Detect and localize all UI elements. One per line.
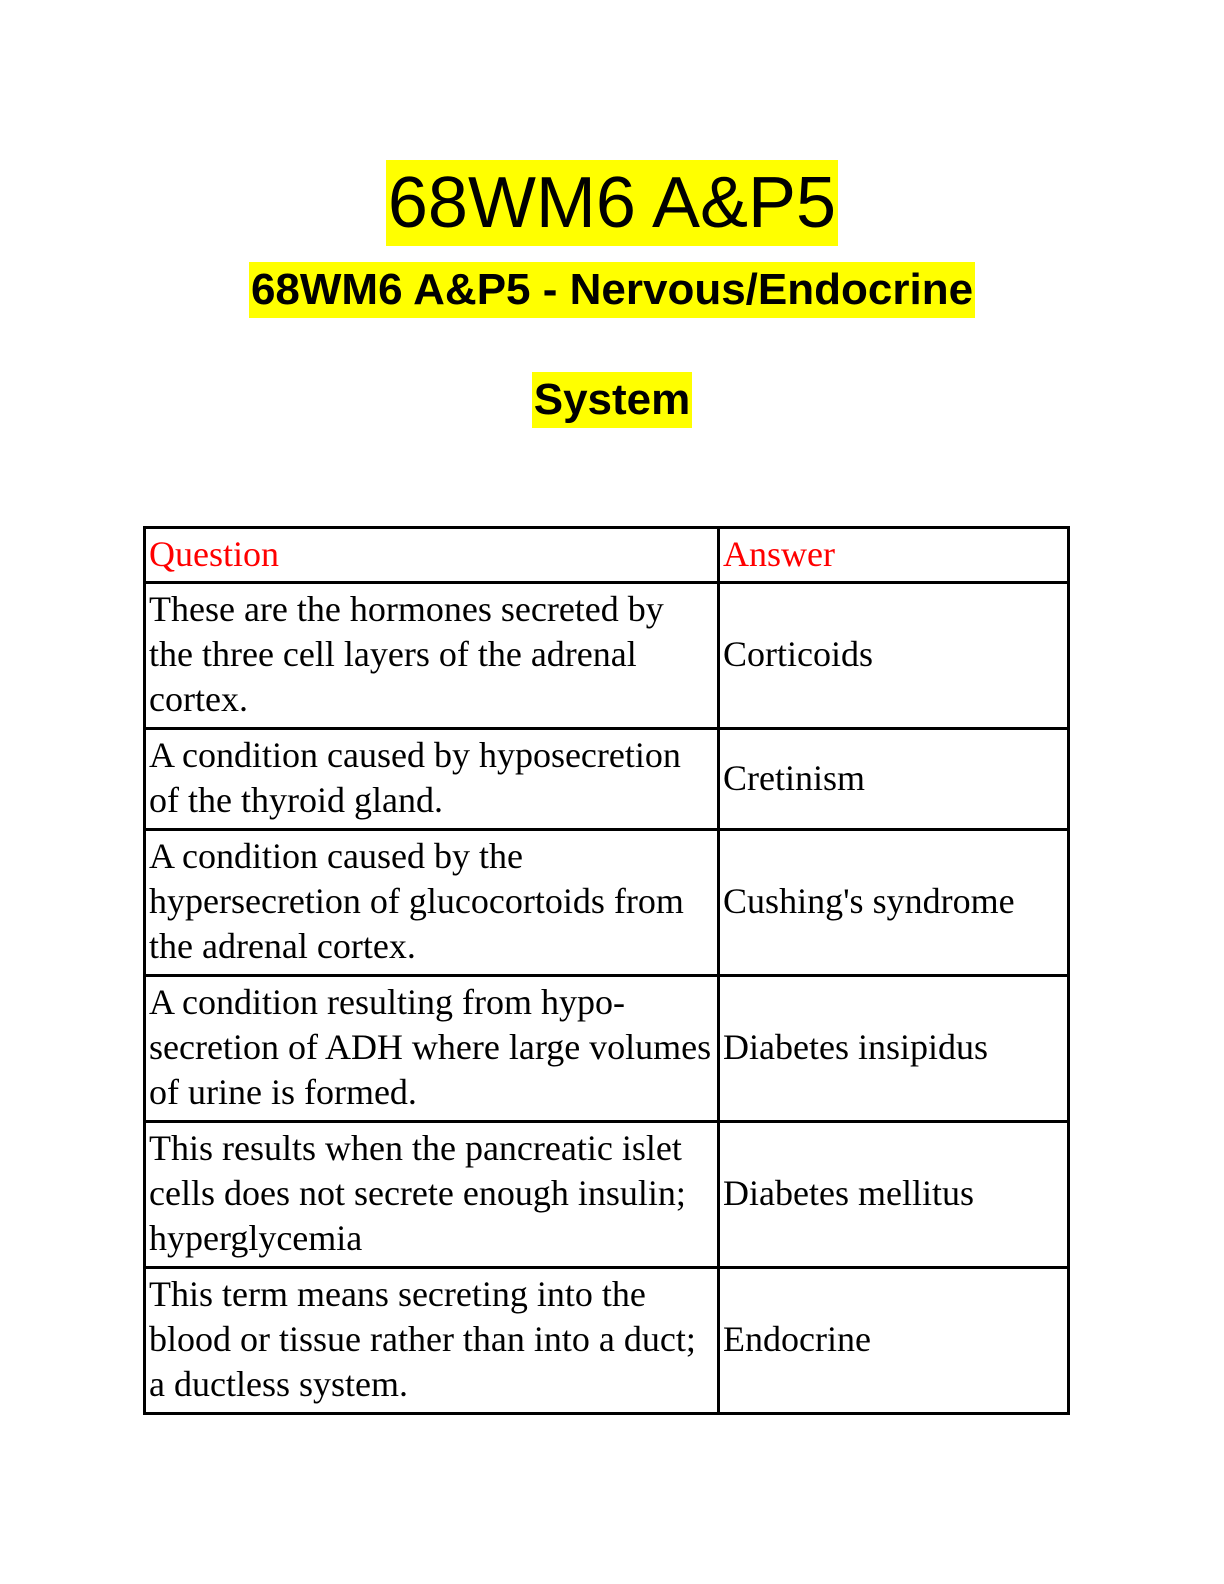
table-row [145,976,1069,1122]
question-cell: A condition resulting from hypo-secretion of ADH where large volumes of urine is formed. [145,976,719,1122]
answer-cell: Cretinism [719,729,1069,830]
document-subtitle-line1: 68WM6 A&P5 - Nervous/Endocrine [249,262,975,318]
qa-table [143,526,1070,1415]
document-title-text: 68WM6 A&P5 [386,160,838,246]
question-cell: This term means secreting into the blood or tissue rather than into a duct; a ductless system. [145,1268,719,1414]
answer-cell: Cushing's syndrome [719,830,1069,976]
document-subtitle [0,262,1224,318]
answer-cell: Diabetes mellitus [719,1122,1069,1268]
answer-cell: Endocrine [719,1268,1069,1414]
document-title [0,160,1224,246]
table-row [145,830,1069,976]
question-cell: These are the hormones secreted by the three cell layers of the adrenal cortex. [145,583,719,729]
question-cell: A condition caused by the hypersecretion of glucocortoids from the adrenal cortex. [145,830,719,976]
question-cell: This results when the pancreatic islet cells does not secrete enough insulin; hyperglycemia [145,1122,719,1268]
header-answer: Answer [719,528,1069,583]
table-row [145,1122,1069,1268]
header-question: Question [145,528,719,583]
table-row [145,583,1069,729]
table-header-row [145,528,1069,583]
document-subtitle-line2: System [532,372,693,428]
table-row [145,1268,1069,1414]
answer-cell: Corticoids [719,583,1069,729]
answer-cell: Diabetes insipidus [719,976,1069,1122]
question-cell: A condition caused by hyposecretion of the thyroid gland. [145,729,719,830]
document-subtitle-continued [0,372,1224,428]
table-row [145,729,1069,830]
